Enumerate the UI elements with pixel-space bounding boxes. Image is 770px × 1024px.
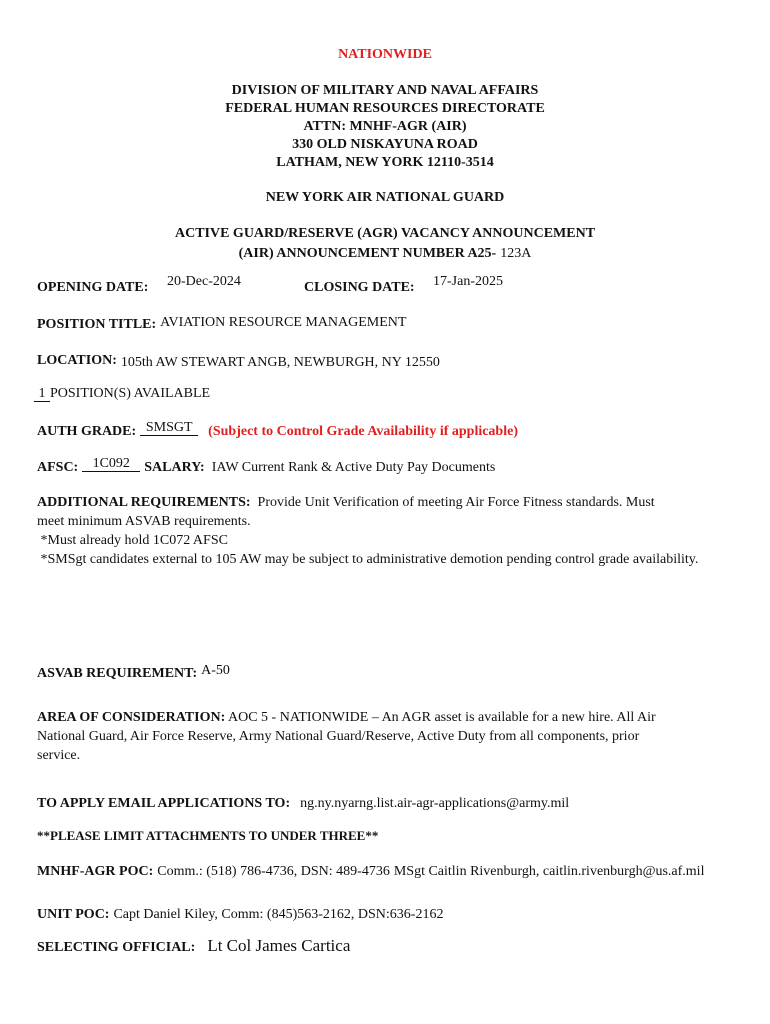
- opening-date-label: OPENING DATE:: [37, 280, 149, 295]
- announcement-number: [0, 244, 770, 262]
- closing-date-value: 17-Jan-2025: [433, 274, 503, 289]
- asvab-value: A-50: [201, 663, 230, 678]
- org-line-5: LATHAM, NEW YORK 12110-3514: [276, 155, 494, 170]
- org-line-2: FEDERAL HUMAN RESOURCES DIRECTORATE: [225, 101, 545, 116]
- announcement-number-value: 123A: [500, 246, 532, 261]
- auth-grade-value: SMSGT: [140, 420, 198, 436]
- closing-date-label: CLOSING DATE:: [304, 280, 415, 295]
- positions-available-row: [34, 386, 210, 402]
- afsc-value: 1C092: [82, 456, 140, 472]
- consideration-line-2: National Guard, Air Force Reserve, Army National Guard/Reserve, Active Duty from all components, prior: [37, 729, 640, 744]
- position-count: 1: [34, 386, 50, 402]
- position-title-label: POSITION TITLE:: [37, 317, 157, 332]
- consideration-line-3: service.: [37, 748, 81, 763]
- org-line-3: ATTN: MNHF-AGR (AIR): [303, 119, 467, 134]
- announcement-title: ACTIVE GUARD/RESERVE (AGR) VACANCY ANNOUNCEMENT: [174, 226, 596, 241]
- afsc-label: AFSC:: [37, 460, 79, 475]
- consideration-line-1: AOC 5 - NATIONWIDE – An AGR asset is available for a new hire. All Air: [227, 710, 656, 725]
- area-of-consideration: [37, 708, 737, 765]
- apply-row: [37, 794, 569, 812]
- location-label: LOCATION:: [37, 353, 117, 368]
- auth-grade-row: [37, 422, 518, 440]
- consideration-label: AREA OF CONSIDERATION:: [37, 710, 226, 725]
- unit-poc-label: UNIT POC:: [37, 907, 110, 922]
- requirements-line-2: meet minimum ASVAB requirements.: [37, 514, 251, 529]
- selecting-official-label: SELECTING OFFICIAL:: [37, 940, 196, 955]
- location-row: [37, 351, 440, 369]
- salary-label: SALARY:: [144, 460, 205, 475]
- additional-requirements-label: ADDITIONAL REQUIREMENTS:: [37, 495, 251, 510]
- mnhf-poc-name[interactable]: MSgt Caitlin Rivenburgh, caitlin.rivenburgh@us.af.mil: [393, 864, 705, 879]
- afsc-salary-row: [37, 458, 495, 476]
- apply-email-link[interactable]: ng.ny.nyarng.list.air-agr-applications@army.mil: [300, 796, 570, 811]
- unit-heading: NEW YORK AIR NATIONAL GUARD: [265, 190, 505, 205]
- apply-label: TO APPLY EMAIL APPLICATIONS TO:: [37, 796, 291, 811]
- auth-grade-label: AUTH GRADE:: [37, 424, 137, 439]
- position-title-value: AVIATION RESOURCE MANAGEMENT: [160, 315, 407, 330]
- position-count-suffix: POSITION(S) AVAILABLE: [50, 386, 211, 401]
- position-title-row: [37, 315, 406, 333]
- announcement-number-label: (AIR) ANNOUNCEMENT NUMBER A25-: [238, 246, 497, 261]
- mnhf-poc-value: Comm.: (518) 786-4736, DSN: 489-4736: [157, 864, 390, 879]
- asvab-label: ASVAB REQUIREMENT:: [37, 666, 198, 681]
- requirements-line-4: *SMSgt candidates external to 105 AW may be subject to administrative demotion pending control grade availability.: [37, 552, 699, 567]
- salary-value: IAW Current Rank & Active Duty Pay Documents: [211, 460, 496, 475]
- location-value: 105th AW STEWART ANGB, NEWBURGH, NY 12550: [120, 355, 440, 370]
- additional-requirements: [37, 493, 757, 569]
- selecting-official-row: [37, 936, 350, 956]
- attachment-limit-note: **PLEASE LIMIT ATTACHMENTS TO UNDER THREE**: [37, 828, 379, 843]
- asvab-row: [37, 664, 230, 682]
- org-line-1: DIVISION OF MILITARY AND NAVAL AFFAIRS: [231, 83, 539, 98]
- requirements-line-1: Provide Unit Verification of meeting Air Force Fitness standards. Must: [257, 495, 655, 510]
- mnhf-poc-label: MNHF-AGR POC:: [37, 864, 154, 879]
- opening-date-value: 20-Dec-2024: [167, 274, 241, 289]
- requirements-line-3: *Must already hold 1C072 AFSC: [37, 533, 228, 548]
- mnhf-poc-row: [37, 862, 750, 880]
- grade-availability-note: (Subject to Control Grade Availability if applicable): [208, 424, 518, 439]
- selecting-official-value: Lt Col James Cartica: [207, 936, 351, 955]
- nationwide-heading: NATIONWIDE: [338, 47, 432, 62]
- org-line-4: 330 OLD NISKAYUNA ROAD: [292, 137, 478, 152]
- unit-poc-value: Capt Daniel Kiley, Comm: (845)563-2162, DSN:636-2162: [113, 907, 444, 922]
- unit-poc-row: [37, 905, 443, 923]
